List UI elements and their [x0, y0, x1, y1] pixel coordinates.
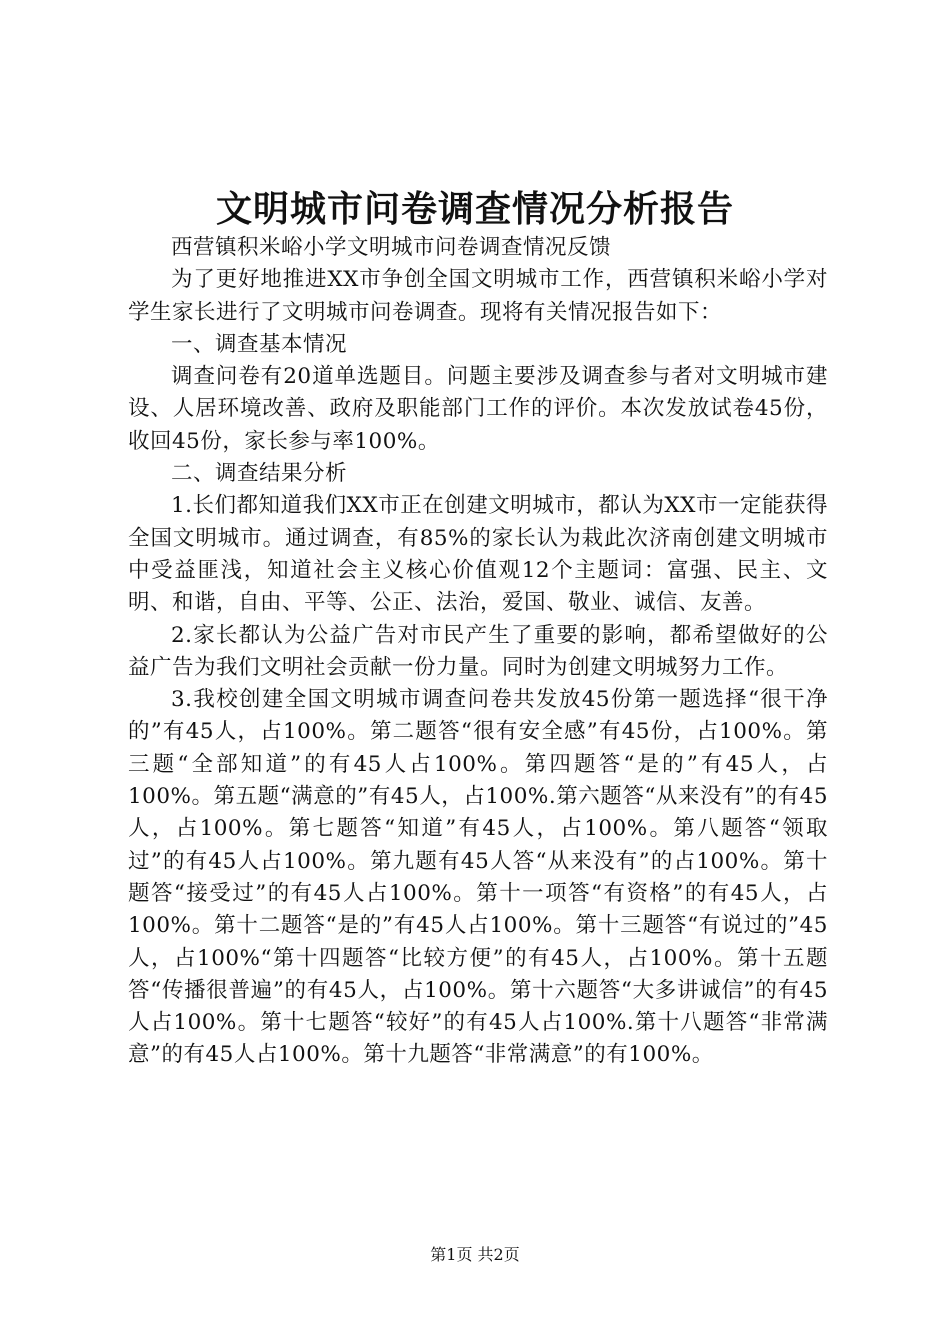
result-item-2: 2.家长都认为公益广告对市民产生了重要的影响，都希望做好的公益广告为我们文明社会贡献一份力量。同时为创建文明城努力工作。: [128, 622, 828, 680]
result-item-1: 1.长们都知道我们XX市正在创建文明城市，都认为XX市一定能获得全国文明城市。通过调查，有85%的家长认为栽此次济南创建文明城市中受益匪浅，知道社会主义核心价值观12个主题词：富强、民主、文明、和谐，自由、平等、公正、法治，爱国、敬业、诚信、友善。: [128, 493, 828, 616]
page-number-footer: 第1页 共2页: [430, 1245, 520, 1264]
section-heading-basic-info: 一、调查基本情况: [171, 331, 348, 357]
document-title: 文明城市问卷调查情况分析报告: [215, 188, 734, 230]
basic-info-paragraph: 调查问卷有20道单选题目。问题主要涉及调查参与者对文明城市建设、人居环境改善、政府及职能部门工作的评价。本次发放试卷45份，收回45份，家长参与率100%。: [128, 364, 828, 454]
result-item-3: 3.我校创建全国文明城市调查问卷共发放45份第一题选择“很干净的”有45人，占100%。第二题答“很有安全感”有45份，占100%。第三题“全部知道”的有45人占100%。第四题答“是的”有45人，占100%。第五题“满意的”有45人，占100%.第六题答“从来没有”的有45人，占100%。第七题答“知道”有45人，占100%。第八题答“领取过”的有45人占100%。第九题有45人答“从来没有”的占100%。第十题答“接受过”的有45人占100%。第十一项答“有资格”的有45人，占100%。第十二题答“是的”有45人占100%。第十三题答“有说过的”45人，占100%“第十四题答“比较方便”的有45人，占100%。第十五题答“传播很普遍”的有45人，占100%。第十六题答“大多讲诚信”的有45人占100%。第十七题答“较好”的有45人占100%.第十八题答“非常满意”的有45人占100%。第十九题答“非常满意”的有100%。: [128, 687, 828, 1068]
section-heading-results: 二、调查结果分析: [171, 461, 348, 487]
intro-paragraph: 为了更好地推进XX市争创全国文明城市工作，西营镇积米峪小学对学生家长进行了文明城市问卷调查。现将有关情况报告如下：: [128, 267, 828, 325]
subtitle-paragraph: 西营镇积米峪小学文明城市问卷调查情况反馈: [171, 235, 612, 260]
document-body: [128, 232, 828, 1072]
